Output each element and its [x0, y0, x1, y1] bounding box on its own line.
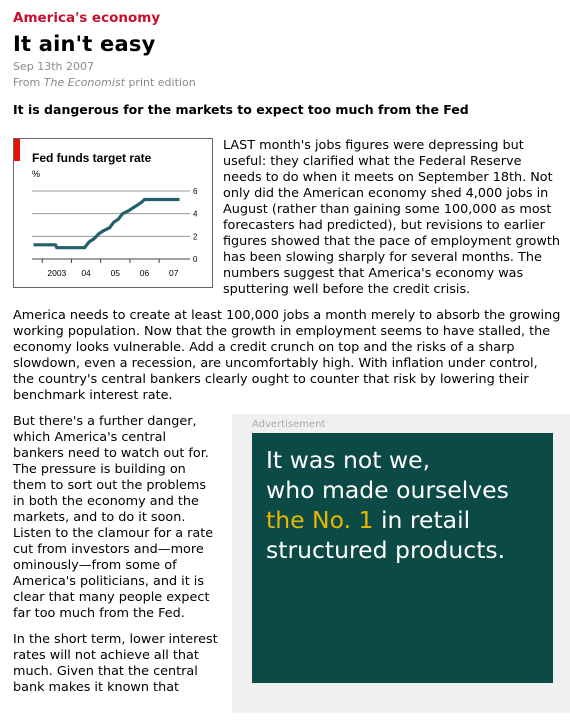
fed-funds-chart — [14, 139, 212, 287]
chart-y-tick-label: 6 — [193, 187, 198, 196]
chart-x-tick-label: 2003 — [47, 268, 67, 278]
chart-x-tick-label: 07 — [169, 268, 179, 278]
paragraph-2: America needs to create at least 100,000 jobs a month merely to absorb the growing working population. Now that the growth in employment seems to have stalled, the economy looks vulnerable. Add a credit crunch on top and the risks of a sharp slowdown, even a recession, are uncomfortably high. With inflation under control, the country's central bankers clearly ought to counter that risk by lowering their benchmark interest rate. — [13, 308, 561, 403]
ad-line-3 — [266, 505, 509, 535]
chart-unit-label: % — [32, 169, 41, 179]
rubric: It is dangerous for the markets to expect too much from the Fed — [13, 102, 469, 117]
ad-line-4: structured products. — [266, 536, 506, 564]
chart-y-tick-label: 2 — [193, 232, 198, 242]
advertisement-label: Advertisement — [252, 419, 326, 430]
ad-line-1: It was not we, — [266, 446, 431, 474]
dateline: Sep 13th 2007 — [13, 60, 95, 73]
chart-box — [13, 138, 213, 288]
source-prefix: From — [13, 76, 44, 89]
chart-y-tick-label: 0 — [193, 255, 198, 264]
paragraph-4: In the short term, lower interest rates will not achieve all that much. Given that the central bank makes it known that — [13, 632, 218, 695]
headline: It ain't easy — [13, 32, 156, 56]
paragraph-3: But there's a further danger, which America's central bankers need to watch out for. The pressure is building on them to sort out the problems in both the economy and the markets, and to do it soon. Listen to the clamour for a rate cut from investors and—more ominously—from some of America's politicians, and it is clear that many people expect far too much from the Fed. — [13, 414, 214, 621]
source-suffix: print edition — [124, 76, 196, 89]
source-line — [13, 76, 196, 89]
chart-x-tick-label: 04 — [81, 268, 91, 278]
ad-line-3-rest: in retail — [373, 506, 471, 534]
section-label[interactable]: America's economy — [13, 10, 161, 26]
ad-highlight: the No. 1 — [266, 506, 374, 534]
article-body — [13, 138, 561, 713]
chart-series-line — [34, 200, 180, 248]
chart-x-tick-label: 05 — [110, 268, 121, 278]
chart-y-tick-label: 4 — [193, 209, 198, 219]
ad-line-2: who made ourselves — [266, 476, 509, 504]
chart-x-tick-label: 06 — [139, 268, 150, 278]
advertisement-text — [266, 445, 509, 565]
chart-title: Fed funds target rate — [32, 151, 152, 165]
advertisement-banner[interactable] — [252, 433, 553, 683]
publication-name: The Economist — [43, 76, 125, 89]
paragraph-1: LAST month's jobs figures were depressing but useful: they clarified what the Federal Reserve needs to do when it meets on September 18th. Not only did the American economy shed 4,000 jobs in August (rather than gaining some 100,000 as most forecasters had predicted), but revisions to earlier figures showed that the pace of employment growth has been slowing sharply for several months. The numbers suggest that America's economy was sputtering well before the credit crisis. — [223, 138, 560, 297]
advertisement-container — [232, 414, 570, 713]
